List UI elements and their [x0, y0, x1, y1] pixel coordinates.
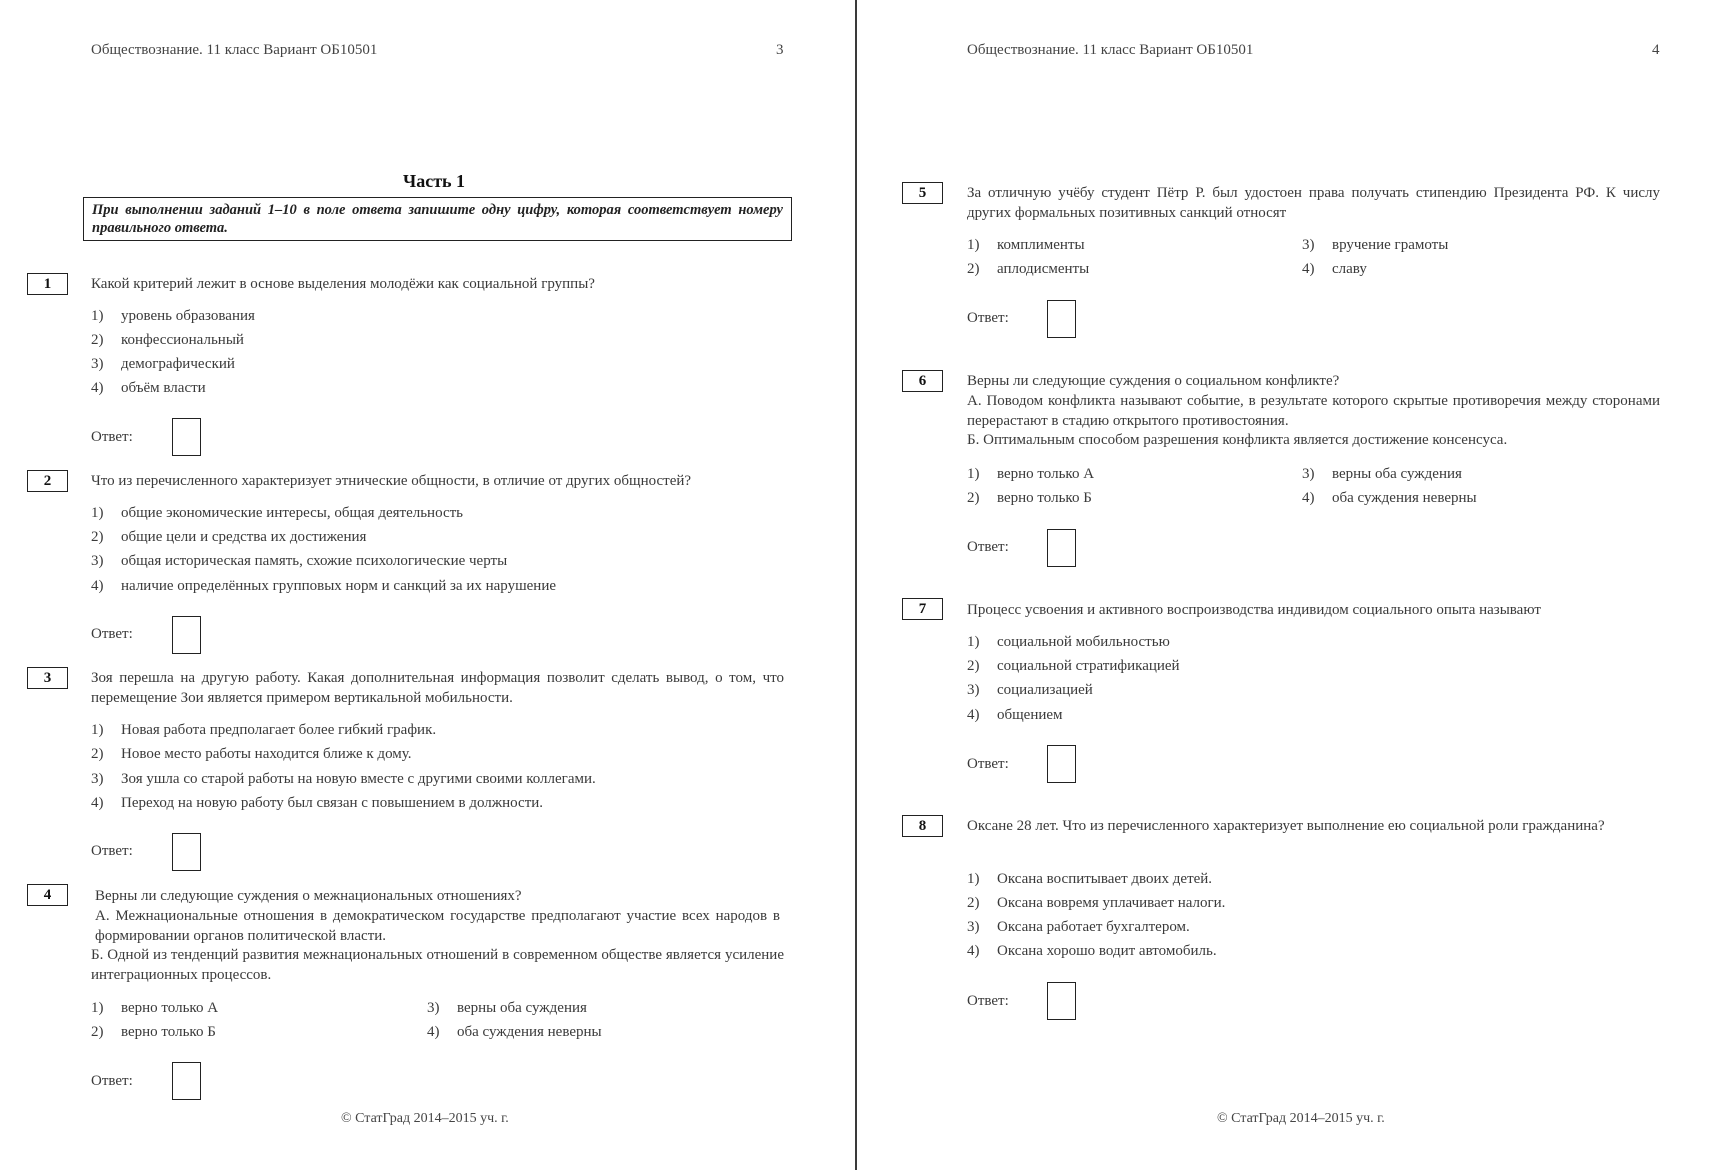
- header-title: Обществознание. 11 класс Вариант ОБ10501: [967, 42, 1254, 58]
- answer-label-4: Ответ:: [91, 1073, 133, 1089]
- question-statement-a-6: А. Поводом конфликта называют событие, в результате которого скрытые противоречия между сторонами перерастают в стадию открытого противостояния.: [967, 393, 1660, 429]
- q8-option-3: 3) Оксана работает бухгалтером.: [967, 919, 1190, 935]
- answer-box-3[interactable]: [172, 833, 201, 871]
- q7-option-2: 2) социальной стратификацией: [967, 658, 1180, 674]
- q1-option-4: 4) объём власти: [91, 380, 206, 396]
- q6-option-4: 4) оба суждения неверны: [1302, 490, 1477, 506]
- q1-option-1: 1) уровень образования: [91, 308, 255, 324]
- q2-option-1: 1) общие экономические интересы, общая деятельность: [91, 505, 464, 521]
- answer-box-2[interactable]: [172, 616, 201, 654]
- q3-option-4: 4) Переход на новую работу был связан с повышением в должности.: [91, 795, 544, 811]
- q5-option-2: 2) аплодисменты: [967, 261, 1090, 277]
- q3-option-2: 2) Новое место работы находится ближе к дому.: [91, 746, 412, 762]
- answer-label-5: Ответ:: [967, 310, 1009, 326]
- question-text-7: Процесс усвоения и активного воспроизводства индивидом социального опыта называют: [967, 602, 1541, 618]
- page-number: 4: [1652, 42, 1660, 58]
- q7-option-4: 4) общением: [967, 707, 1063, 723]
- question-number-1: 1: [27, 273, 68, 295]
- q2-option-4: 4) наличие определённых групповых норм и санкций за их нарушение: [91, 578, 557, 594]
- answer-box-4[interactable]: [172, 1062, 201, 1100]
- q5-option-3: 3) вручение грамоты: [1302, 237, 1449, 253]
- question-statement-b-6: Б. Оптимальным способом разрешения конфликта является достижение консенсуса.: [967, 432, 1508, 448]
- answer-box-8[interactable]: [1047, 982, 1076, 1020]
- answer-label-2: Ответ:: [91, 626, 133, 642]
- q4-option-2: 2) верно только Б: [91, 1024, 216, 1040]
- question-text-5: За отличную учёбу студент Пётр Р. был удостоен права получать стипендию Президента РФ. К числу других формальных позитивных санкций относят: [967, 185, 1660, 221]
- q1-option-2: 2) конфессиональный: [91, 332, 244, 348]
- answer-label-7: Ответ:: [967, 756, 1009, 772]
- answer-label-1: Ответ:: [91, 429, 133, 445]
- q1-option-3: 3) демографический: [91, 356, 235, 372]
- q4-option-1: 1) верно только А: [91, 1000, 219, 1016]
- question-number-5: 5: [902, 182, 943, 204]
- q2-option-3: 3) общая историческая память, схожие психологические черты: [91, 553, 508, 569]
- question-number-2: 2: [27, 470, 68, 492]
- answer-label-8: Ответ:: [967, 993, 1009, 1009]
- question-text-8: Оксане 28 лет. Что из перечисленного характеризует выполнение ею социальной роли гражданина?: [967, 818, 1605, 834]
- answer-box-7[interactable]: [1047, 745, 1076, 783]
- page-left: [0, 0, 855, 1170]
- q7-option-1: 1) социальной мобильностью: [967, 634, 1170, 650]
- question-number-4: 4: [27, 884, 68, 906]
- q8-option-4: 4) Оксана хорошо водит автомобиль.: [967, 943, 1217, 959]
- question-text-3: Зоя перешла на другую работу. Какая дополнительная информация позволит сделать вывод, о том, что перемещение Зои является примером вертикальной мобильности.: [91, 670, 784, 706]
- q5-option-1: 1) комплименты: [967, 237, 1085, 253]
- page-right: [857, 0, 1712, 1170]
- question-intro-4: Верны ли следующие суждения о межнациональных отношениях?: [95, 888, 522, 904]
- question-number-6: 6: [902, 370, 943, 392]
- footer-copyright: © СтатГрад 2014–2015 уч. г.: [341, 1111, 509, 1126]
- question-statement-a-4: А. Межнациональные отношения в демократическом государстве предполагают участие всех народов в формировании органов политической власти.: [95, 908, 780, 944]
- answer-label-6: Ответ:: [967, 539, 1009, 555]
- instruction-box: При выполнении заданий 1–10 в поле ответа запишите одну цифру, которая соответствует номеру правильного ответа.: [83, 197, 792, 241]
- q3-option-1: 1) Новая работа предполагает более гибкий график.: [91, 722, 437, 738]
- header-title: Обществознание. 11 класс Вариант ОБ10501: [91, 42, 378, 58]
- q7-option-3: 3) социализацией: [967, 682, 1093, 698]
- q6-option-3: 3) верны оба суждения: [1302, 466, 1462, 482]
- question-number-3: 3: [27, 667, 68, 689]
- question-number-7: 7: [902, 598, 943, 620]
- q8-option-1: 1) Оксана воспитывает двоих детей.: [967, 871, 1213, 887]
- q3-option-3: 3) Зоя ушла со старой работы на новую вместе с другими своими коллегами.: [91, 771, 596, 787]
- answer-box-5[interactable]: [1047, 300, 1076, 338]
- q6-option-1: 1) верно только А: [967, 466, 1095, 482]
- part-title: Часть 1: [403, 171, 466, 191]
- answer-box-1[interactable]: [172, 418, 201, 456]
- q5-option-4: 4) славу: [1302, 261, 1367, 277]
- q2-option-2: 2) общие цели и средства их достижения: [91, 529, 367, 545]
- question-intro-6: Верны ли следующие суждения о социальном конфликте?: [967, 373, 1340, 389]
- q4-option-3: 3) верны оба суждения: [427, 1000, 587, 1016]
- q4-option-4: 4) оба суждения неверны: [427, 1024, 602, 1040]
- question-statement-b-4: Б. Одной из тенденций развития межнациональных отношений в современном обществе является усиление интеграционных процессов.: [91, 947, 784, 983]
- q8-option-2: 2) Оксана вовремя уплачивает налоги.: [967, 895, 1226, 911]
- answer-label-3: Ответ:: [91, 843, 133, 859]
- footer-copyright: © СтатГрад 2014–2015 уч. г.: [1217, 1111, 1385, 1126]
- answer-box-6[interactable]: [1047, 529, 1076, 567]
- question-text-1: Какой критерий лежит в основе выделения молодёжи как социальной группы?: [91, 276, 595, 292]
- q6-option-2: 2) верно только Б: [967, 490, 1092, 506]
- question-number-8: 8: [902, 815, 943, 837]
- question-text-2: Что из перечисленного характеризует этнические общности, в отличие от других общностей?: [91, 473, 692, 489]
- page-number: 3: [776, 42, 784, 58]
